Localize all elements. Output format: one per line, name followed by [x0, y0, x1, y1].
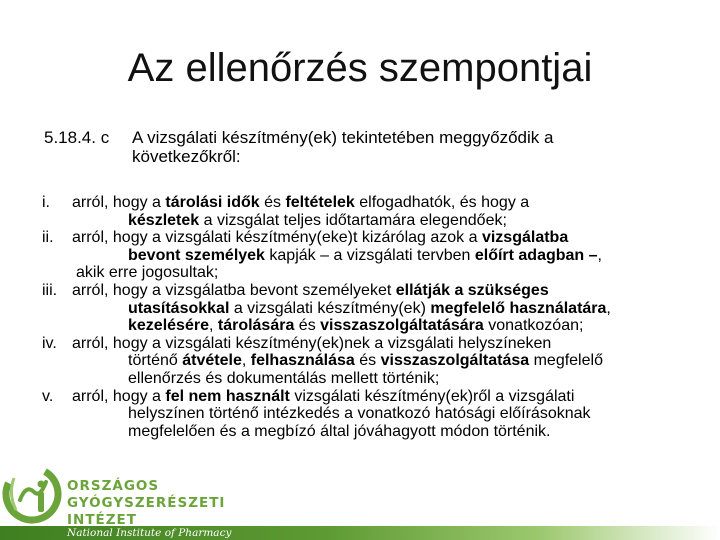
list-marker: iv.	[42, 334, 57, 352]
bold-run: tárolási idők	[165, 194, 260, 211]
item-line	[72, 300, 702, 318]
list-item	[42, 335, 702, 388]
bold-run: fel nem használt	[165, 387, 290, 405]
item-line: arról, hogy a vizsgálati készítmény(ek)nek a vizsgálati helyszíneken	[72, 334, 552, 352]
bold-run: átvétele	[182, 352, 242, 370]
text-run: megfelelő	[529, 352, 603, 370]
item-line	[72, 212, 702, 230]
bold-run: utasításokkal	[128, 299, 230, 317]
list-item	[42, 282, 702, 335]
text-run: ,	[597, 246, 602, 264]
logo-tagline: National Institute of Pharmacy	[67, 527, 232, 539]
text-run: ,	[606, 299, 611, 317]
item-line: megfelelően és a megbízó által jóváhagyott módon történik.	[128, 422, 551, 440]
text-run: és	[294, 317, 321, 335]
text-run: vizsgálati készítmény(ek)ről a vizsgálati	[289, 387, 575, 405]
item-line	[72, 194, 702, 212]
item-line	[72, 229, 702, 247]
bold-run: tárolására	[217, 317, 295, 335]
text-run: a vizsgálat teljes időtartamára elegendőek;	[199, 211, 507, 229]
bold-run: megfelelő használatára	[430, 299, 607, 317]
bold-run: ellátják a szükséges	[395, 281, 549, 299]
intro-text-1: A vizsgálati készítmény(ek) tekintetében meggyőződik a	[132, 128, 554, 147]
item-line	[72, 388, 702, 406]
text-run: vonatkozóan;	[483, 317, 584, 335]
list-item	[42, 194, 702, 229]
item-line: helyszínen történő intézkedés a vonatkozó hatósági előírásoknak	[128, 405, 591, 423]
section-number: 5.18.4. c	[44, 128, 110, 147]
text-run: elfogadhatók, és hogy a	[354, 194, 530, 211]
list-item	[42, 229, 702, 282]
bold-run: feltételek	[285, 194, 355, 211]
text-run: a vizsgálati készítmény(ek)	[229, 299, 431, 317]
text-run: arról, hogy a	[72, 387, 166, 405]
bold-run: visszaszolgáltatása	[380, 352, 530, 370]
item-line	[72, 247, 702, 265]
bold-run: készletek	[128, 211, 200, 229]
bold-run: vizsgálatba	[481, 229, 569, 247]
logo-line-1: ORSZÁGOS	[67, 478, 160, 494]
bold-run: előírt adagban –	[474, 246, 598, 264]
text-run: arról, hogy a vizsgálatba bevont személyeket	[72, 281, 396, 299]
list-item	[42, 388, 702, 441]
text-run: ,	[241, 352, 251, 370]
text-run: és	[354, 352, 381, 370]
slide-title: Az ellenőrzés szempontjai	[127, 46, 593, 90]
text-run: arról, hogy a	[72, 194, 166, 211]
item-line	[72, 317, 702, 335]
intro-line-1	[44, 128, 684, 147]
bold-run: felhasználása	[250, 352, 355, 370]
logo-line-2: GYÓGYSZERÉSZETI	[67, 495, 226, 511]
text-run: és	[259, 194, 286, 211]
item-line	[72, 352, 702, 370]
text-run: történő	[128, 352, 183, 370]
intro-paragraph	[44, 128, 684, 166]
criteria-list	[42, 194, 702, 440]
text-run: kapják – a vizsgálati tervben	[264, 246, 475, 264]
list-marker: v.	[42, 387, 54, 405]
text-run: ,	[208, 317, 218, 335]
item-line: ellenőrzés és dokumentálás mellett történik;	[128, 369, 440, 387]
item-line	[72, 282, 702, 300]
intro-line-2: következőkről:	[132, 147, 241, 166]
list-marker: iii.	[42, 281, 58, 299]
bold-run: visszaszolgáltatására	[320, 317, 484, 335]
text-run: arról, hogy a vizsgálati készítmény(eke)t kizárólag azok a	[72, 229, 482, 247]
logo-wordmark	[67, 478, 225, 529]
list-marker: ii.	[42, 229, 54, 247]
item-line: akik erre jogosultak;	[76, 264, 219, 282]
bold-run: bevont személyek	[128, 246, 265, 264]
logo-line-3: INTÉZET	[67, 512, 137, 528]
list-marker: i.	[42, 194, 50, 211]
bold-run: kezelésére	[128, 317, 209, 335]
